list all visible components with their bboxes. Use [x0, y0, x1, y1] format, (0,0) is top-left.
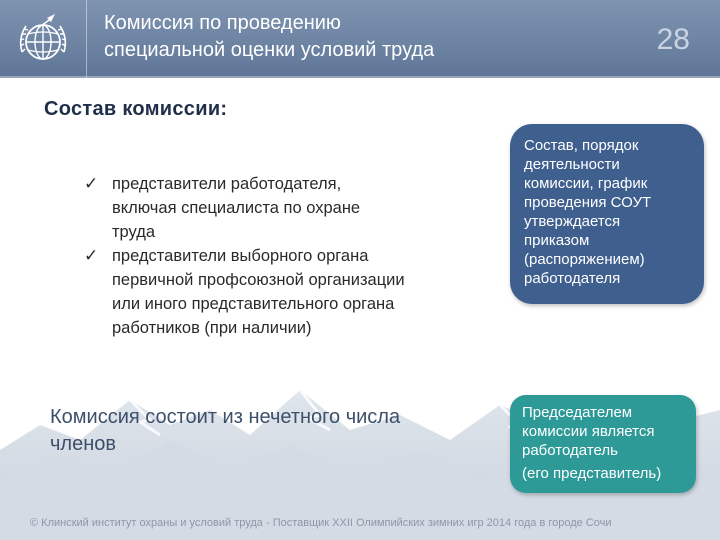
title-line-1: Комиссия по проведению [104, 12, 341, 34]
callout-line: комиссии является [522, 423, 655, 440]
globe-logo-icon [14, 12, 72, 70]
callout-line: работодателя [524, 270, 621, 287]
footer-text: © Клинский институт охраны и условий труда - Поставщик XXII Олимпийских зимних игр 2014 года в городе Сочи [30, 517, 612, 529]
slide-number: 28 [656, 23, 690, 56]
callout-line: (его представитель) [522, 465, 662, 482]
commission-statement [50, 404, 470, 458]
checkmark-icon: ✓ [84, 174, 99, 193]
callout-line: проведения СОУТ [524, 194, 652, 211]
bullet-line: работников (при наличии) [112, 319, 312, 337]
title-line-2: специальной оценки условий труда [104, 39, 435, 61]
statement-line: Комиссия состоит из нечетного числа [50, 406, 401, 428]
callout-line: приказом [524, 232, 590, 249]
bullet-line: или иного представительного органа [112, 295, 395, 313]
composition-callout [510, 124, 704, 304]
callout-line: (распоряжением) [524, 251, 645, 268]
bullet-line: представители работодателя, [112, 175, 342, 193]
bullet-line: включая специалиста по охране [112, 199, 361, 217]
callout-line: Председателем [522, 404, 633, 421]
list-item [84, 172, 484, 244]
callout-line: утверждается [524, 213, 621, 230]
page-title [104, 10, 544, 64]
bullet-line: представители выборного органа [112, 247, 369, 265]
callout-line: комиссии, график [524, 175, 648, 192]
section-title: Состав комиссии: [44, 98, 228, 120]
list-item [84, 244, 484, 340]
callout-line: деятельности [524, 156, 620, 173]
header-divider [86, 0, 87, 78]
checkmark-icon: ✓ [84, 246, 99, 265]
bullet-list [84, 172, 484, 340]
statement-line: членов [50, 433, 117, 455]
callout-line: Состав, порядок [524, 137, 639, 154]
bullet-line: первичной профсоюзной организации [112, 271, 405, 289]
callout-line: работодатель [522, 442, 618, 459]
header-band [0, 0, 720, 78]
bullet-line: труда [112, 223, 156, 241]
chairman-callout [510, 395, 696, 493]
